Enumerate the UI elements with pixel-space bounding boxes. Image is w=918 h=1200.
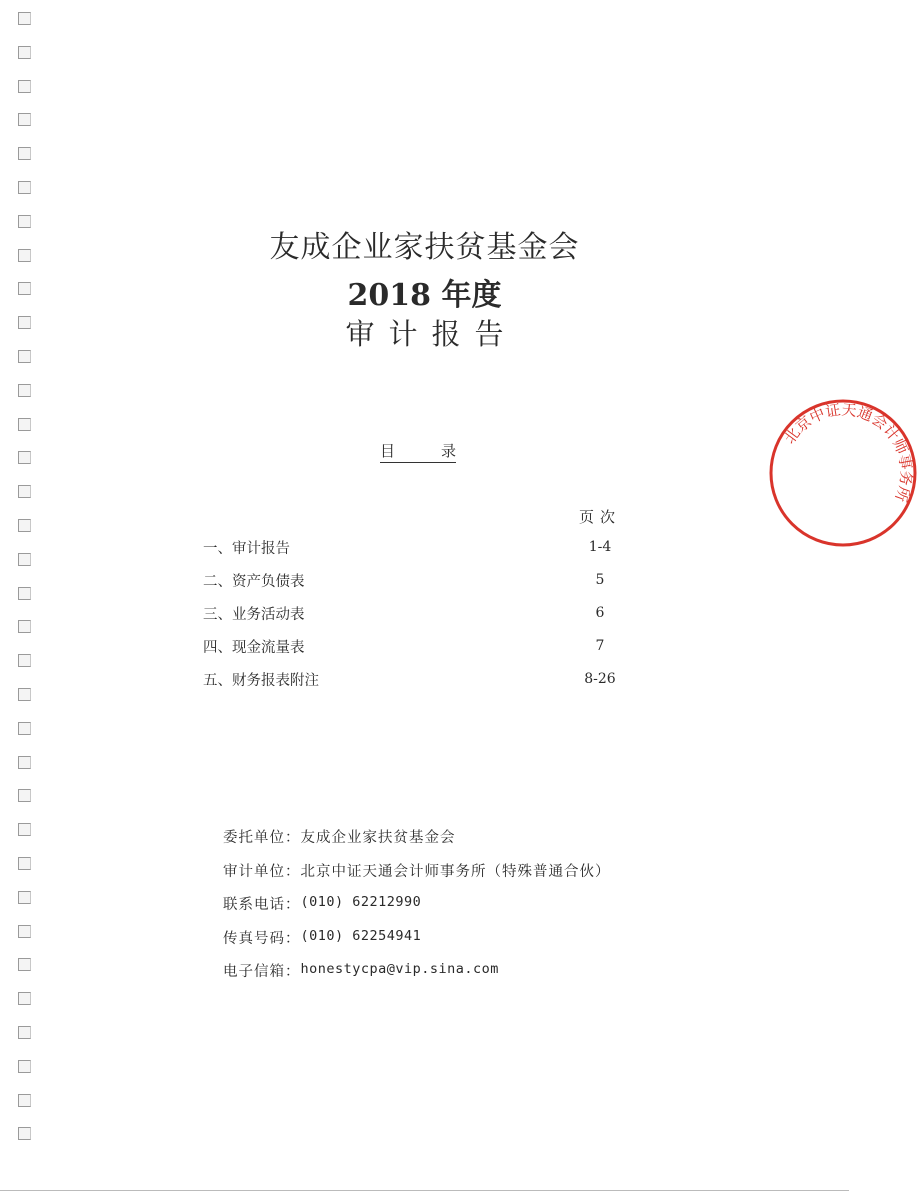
toc-item-page: 1-4 <box>588 539 612 555</box>
toc-item-page: 7 <box>595 638 605 654</box>
toc-item <box>203 632 643 665</box>
phone-label: 联系电话： <box>223 897 301 913</box>
binding-hole-icon <box>18 553 31 566</box>
binding-hole-icon <box>18 418 31 431</box>
binding-hole-icon <box>18 958 31 971</box>
binding-hole-icon <box>18 80 31 93</box>
binding-hole-icon <box>18 992 31 1005</box>
seal-text: 北京中证天通会计师事务所 <box>780 400 916 505</box>
toc-item <box>203 599 643 632</box>
binding-hole-icon <box>18 1026 31 1039</box>
toc-item <box>203 566 643 599</box>
email-label: 电子信箱： <box>223 964 301 980</box>
toc-item-label: 三、业务活动表 <box>203 607 305 623</box>
binding-hole-icon <box>18 12 31 25</box>
toc-item-label: 一、审计报告 <box>203 541 290 557</box>
auditor-row <box>223 860 611 894</box>
toc-heading-left: 目 <box>380 442 396 460</box>
phone-row <box>223 893 611 927</box>
toc-item-label: 五、财务报表附注 <box>203 673 319 689</box>
binding-hole-icon <box>18 46 31 59</box>
binding-hole-icon <box>18 384 31 397</box>
binding-hole-icon <box>18 688 31 701</box>
contact-info <box>223 826 611 994</box>
binding-hole-icon <box>18 519 31 532</box>
client-label: 委托单位： <box>223 830 301 846</box>
binding-hole-icon <box>18 891 31 904</box>
toc-item-page: 5 <box>595 572 605 588</box>
email-row <box>223 960 611 994</box>
binding-hole-icon <box>18 654 31 667</box>
fax-row <box>223 927 611 961</box>
company-seal-icon <box>768 398 918 548</box>
binding-holes <box>18 0 34 1200</box>
toc-item-label: 二、资产负债表 <box>203 574 305 590</box>
client-row <box>223 826 611 860</box>
toc-item-page: 6 <box>595 605 605 621</box>
toc-heading-right: 录 <box>440 442 456 460</box>
toc-heading <box>380 440 456 463</box>
binding-hole-icon <box>18 181 31 194</box>
binding-hole-icon <box>18 1094 31 1107</box>
report-title: 审计报告 <box>345 317 518 351</box>
page-bottom-edge <box>0 1190 849 1191</box>
table-of-contents <box>203 533 643 698</box>
org-title: 友成企业家扶贫基金会 <box>269 230 580 265</box>
binding-hole-icon <box>18 147 31 160</box>
binding-hole-icon <box>18 620 31 633</box>
client-value: 友成企业家扶贫基金会 <box>300 830 456 846</box>
auditor-value: 北京中证天通会计师事务所（特殊普通合伙） <box>300 863 611 880</box>
auditor-label: 审计单位： <box>223 863 301 880</box>
toc-item <box>203 533 643 566</box>
binding-hole-icon <box>18 451 31 464</box>
binding-hole-icon <box>18 756 31 769</box>
year-title: 2018 年度 <box>347 278 502 313</box>
binding-hole-icon <box>18 485 31 498</box>
binding-hole-icon <box>18 823 31 836</box>
binding-hole-icon <box>18 1127 31 1140</box>
binding-hole-icon <box>18 587 31 600</box>
email-value: honestycpa@vip.sina.com <box>300 961 499 977</box>
toc-item-label: 四、现金流量表 <box>203 640 305 656</box>
toc-item-page: 8-26 <box>584 671 616 687</box>
binding-hole-icon <box>18 857 31 870</box>
binding-hole-icon <box>18 113 31 126</box>
binding-hole-icon <box>18 925 31 938</box>
fax-label: 传真号码： <box>223 930 301 947</box>
fax-value: (010) 62254941 <box>300 927 422 944</box>
binding-hole-icon <box>18 1060 31 1073</box>
binding-hole-icon <box>18 722 31 735</box>
phone-value: (010) 62212990 <box>300 894 422 910</box>
binding-hole-icon <box>18 789 31 802</box>
toc-item <box>203 665 643 698</box>
page-column-heading: 页次 <box>578 508 621 526</box>
